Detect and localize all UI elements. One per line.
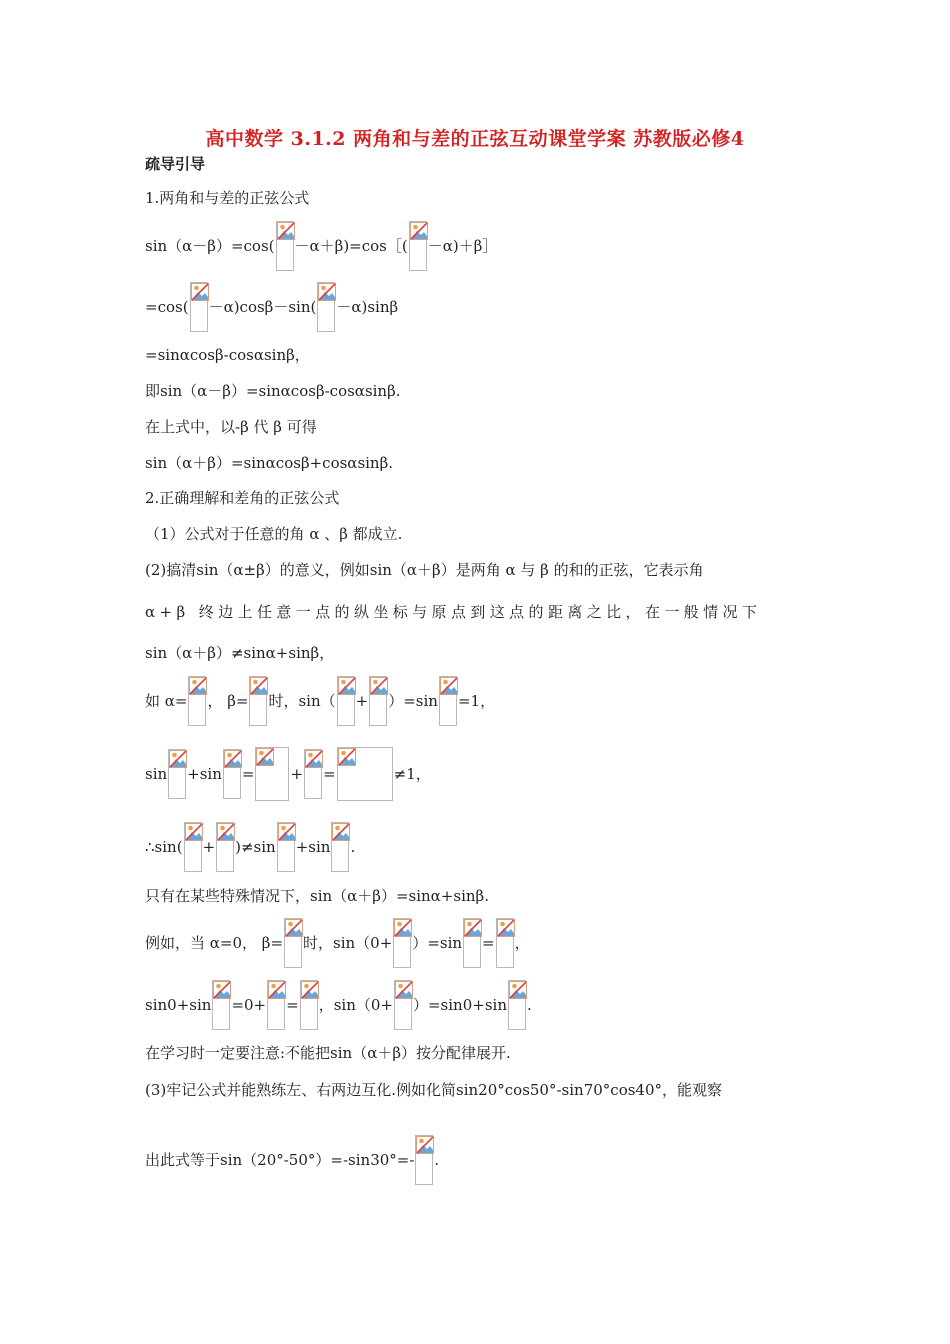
- formula-line: 如 α= ， β= 时，sin（ + ）=sin =1，: [145, 676, 495, 726]
- text-line: sin（α＋β）=sinαcosβ+cosαsinβ.: [145, 454, 394, 472]
- broken-image-icon: [409, 221, 427, 271]
- text-line: sin（α＋β）≠sinα+sinβ，: [145, 644, 335, 662]
- page-title: 高中数学 3.1.2 两角和与差的正弦互动课堂学案 苏教版必修4: [205, 128, 745, 150]
- broken-image-icon: [212, 980, 230, 1030]
- broken-image-icon: [439, 676, 457, 726]
- broken-image-icon: [463, 918, 481, 968]
- broken-image-icon: [184, 822, 202, 872]
- broken-image-icon: [300, 980, 318, 1030]
- formula-line: 出此式等于sin（20°-50°）=-sin30°=- .: [145, 1135, 439, 1185]
- broken-image-icon: [394, 980, 412, 1030]
- text-line: =sinαcosβ-cosαsinβ，: [145, 346, 310, 364]
- broken-image-icon: [317, 282, 335, 332]
- formula-line: =cos( －α)cosβ－sin( －α)sinβ: [145, 282, 398, 332]
- text-line: 2.正确理解和差角的正弦公式: [145, 489, 340, 507]
- broken-image-icon: [188, 676, 206, 726]
- formula-line: sin +sin = + = ≠1，: [145, 747, 431, 801]
- formula-line: sin（α－β）=cos( －α＋β)=cos［( －α)＋β］: [145, 221, 497, 271]
- text-line: (3)牢记公式并能熟练左、右两边互化.例如化简sin20°cos50°-sin70°cos40°，能观察: [145, 1081, 723, 1099]
- broken-image-icon: [216, 822, 234, 872]
- text-line: α+β 终边上任意一点的纵坐标与原点到这点的距离之比，在一般情况下: [145, 603, 762, 621]
- broken-image-icon: [508, 980, 526, 1030]
- broken-image-icon: [369, 676, 387, 726]
- broken-image-icon: [168, 749, 186, 799]
- broken-image-icon: [255, 747, 289, 801]
- broken-image-icon: [249, 676, 267, 726]
- text-line: 即sin（α－β）=sinαcosβ-cosαsinβ.: [145, 382, 401, 400]
- text-line: 只有在某些特殊情况下，sin（α＋β）=sinα+sinβ.: [145, 887, 489, 905]
- text-line: 在上式中，以-β 代 β 可得: [145, 418, 317, 436]
- broken-image-icon: [277, 822, 295, 872]
- broken-image-icon: [304, 749, 322, 799]
- broken-image-icon: [223, 749, 241, 799]
- text-line: 在学习时一定要注意:不能把sin（α＋β）按分配律展开.: [145, 1044, 511, 1062]
- broken-image-icon: [496, 918, 514, 968]
- section-heading: 疏导引导: [145, 155, 206, 173]
- broken-image-icon: [393, 918, 411, 968]
- broken-image-icon: [190, 282, 208, 332]
- broken-image-icon: [337, 747, 393, 801]
- broken-image-icon: [267, 980, 285, 1030]
- formula-line: sin0+sin =0+ = ，sin（0+ ）=sin0+sin .: [145, 980, 532, 1030]
- broken-image-icon: [276, 221, 294, 271]
- broken-image-icon: [331, 822, 349, 872]
- broken-image-icon: [415, 1135, 433, 1185]
- text-line: （1）公式对于任意的角 α 、β 都成立.: [145, 525, 403, 543]
- text-line: 1.两角和与差的正弦公式: [145, 189, 310, 207]
- formula-line: 例如，当 α=0， β= 时，sin（0+ ）=sin = ，: [145, 918, 530, 968]
- formula-line: ∴sin( + )≠sin +sin .: [145, 822, 355, 872]
- broken-image-icon: [337, 676, 355, 726]
- broken-image-icon: [284, 918, 302, 968]
- text-line: (2)搞清sin（α±β）的意义，例如sin（α＋β）是两角 α 与 β 的和的正弦，它表示角: [145, 561, 704, 579]
